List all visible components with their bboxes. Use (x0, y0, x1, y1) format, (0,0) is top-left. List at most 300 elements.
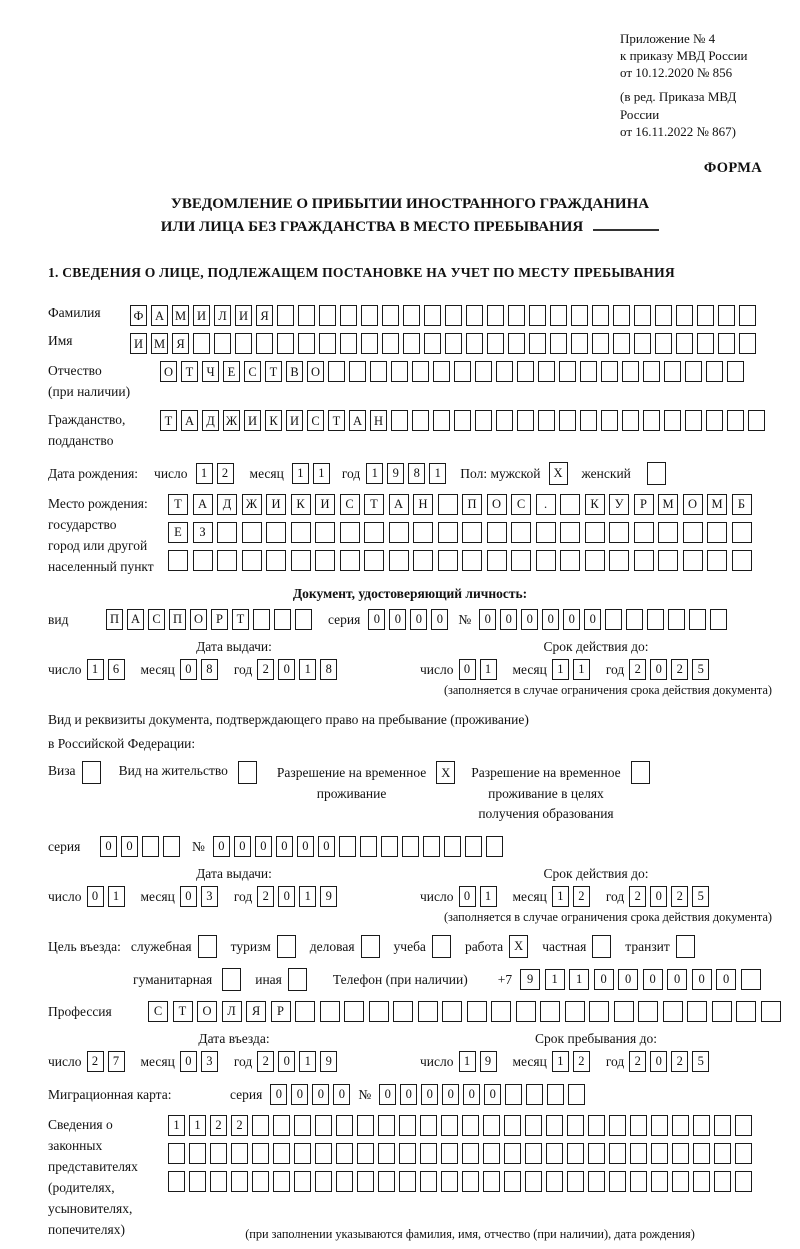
form-cell: А (127, 609, 144, 630)
form-cell (340, 333, 357, 354)
form-cell: 0 (312, 1084, 329, 1105)
form-cell (568, 1084, 585, 1105)
form-cell (256, 333, 273, 354)
form-cell (683, 550, 703, 571)
form-cell: 0 (255, 836, 272, 857)
birth-place-row (48, 494, 772, 578)
form-cell (609, 1143, 626, 1164)
identity-doc-heading: Документ, удостоверяющий личность: (292, 586, 528, 602)
form-cell (403, 333, 420, 354)
form-cell: И (315, 494, 335, 515)
entry-date-label: Дата въезда: (198, 1031, 270, 1047)
form-cell: С (244, 361, 261, 382)
birth-year-cells (366, 463, 450, 484)
form-cell (412, 361, 429, 382)
purpose-study-label: учеба (393, 938, 426, 954)
form-cell (707, 522, 727, 543)
form-cell (588, 1171, 605, 1192)
birth-place-cells-row2 (168, 522, 756, 543)
form-cell (547, 1084, 564, 1105)
form-cell (336, 1143, 353, 1164)
form-cell (420, 1143, 437, 1164)
citizenship-label: Гражданство, подданство (48, 412, 126, 449)
form-cell (630, 1171, 647, 1192)
form-cell: Т (173, 1001, 193, 1022)
form-cell: 1 (429, 463, 446, 484)
form-cell: 2 (231, 1115, 248, 1136)
doc-valid-day-cells (459, 659, 501, 680)
form-cell (496, 361, 513, 382)
male-label: мужской (490, 465, 541, 481)
form-cell: 2 (573, 1051, 590, 1072)
form-cell: Н (413, 494, 433, 515)
form-cell (295, 1001, 315, 1022)
form-cell (340, 305, 357, 326)
residence-number-cells (213, 836, 507, 857)
surname-label: Фамилия (48, 305, 101, 321)
residence-issue-col (48, 866, 420, 907)
form-cell (727, 361, 744, 382)
form-cell: 0 (521, 609, 538, 630)
form-cell (445, 305, 462, 326)
purpose-official-checkbox (198, 935, 217, 958)
form-cell (609, 550, 629, 571)
representatives-cells-row3 (168, 1171, 756, 1192)
purpose-work-label: работа (464, 938, 504, 954)
form-cell (550, 305, 567, 326)
citizenship-row (48, 410, 772, 452)
purpose-humanitarian-checkbox (222, 968, 241, 991)
form-cell: 2 (629, 886, 646, 907)
day-label: число (420, 888, 454, 904)
birth-date-label: Дата рождения: (48, 465, 139, 481)
day-label: число (48, 1053, 82, 1069)
form-cell (697, 305, 714, 326)
form-cell: 1 (552, 886, 569, 907)
form-cell (242, 550, 262, 571)
purpose-row2 (133, 968, 772, 991)
form-cell (315, 1171, 332, 1192)
purpose-business-label: деловая (309, 938, 355, 954)
form-cell (529, 333, 546, 354)
birth-place-label: Место рождения: государство город или другой населенный пункт (48, 496, 154, 574)
form-cell: А (151, 305, 168, 326)
purpose-business-checkbox (361, 935, 380, 958)
form-cell (444, 836, 461, 857)
form-cell (630, 1115, 647, 1136)
form-cell: Р (634, 494, 654, 515)
form-cell: 0 (389, 609, 406, 630)
doc-issue-month-cells (180, 659, 222, 680)
form-cell: 0 (410, 609, 427, 630)
sex-male-checkbox (549, 462, 568, 485)
form-cell (441, 1115, 458, 1136)
birth-date-row (48, 462, 772, 485)
doc-valid-month-cells (552, 659, 594, 680)
form-cell (491, 1001, 511, 1022)
form-cell (710, 609, 727, 630)
form-cell: Л (222, 1001, 242, 1022)
stay-month-cells (552, 1051, 594, 1072)
form-cell (168, 550, 188, 571)
form-cell (672, 1143, 689, 1164)
form-cell (487, 522, 507, 543)
form-cell (630, 1143, 647, 1164)
form-cell (651, 1115, 668, 1136)
doc-valid-year-cells (629, 659, 713, 680)
form-cell (748, 410, 765, 431)
form-cell: Я (172, 333, 189, 354)
form-cell (714, 1115, 731, 1136)
form-cell (567, 1143, 584, 1164)
form-cell (189, 1143, 206, 1164)
form-cell (163, 836, 180, 857)
form-cell (601, 410, 618, 431)
form-cell: 0 (479, 609, 496, 630)
issue-date-label: Дата выдачи: (196, 639, 272, 655)
form-cell: 2 (257, 1051, 274, 1072)
form-cell: О (683, 494, 703, 515)
name-cells (130, 333, 760, 354)
form-cell (273, 1171, 290, 1192)
migration-number-cells (379, 1084, 589, 1105)
annex-block (620, 30, 772, 140)
form-cell (685, 361, 702, 382)
form-cell: Р (271, 1001, 291, 1022)
form-cell: А (349, 410, 366, 431)
surname-row (48, 305, 772, 326)
form-cell (340, 522, 360, 543)
form-cell (732, 550, 752, 571)
form-cell: Д (202, 410, 219, 431)
residence-issue-year-cells (257, 886, 341, 907)
form-cell: И (130, 333, 147, 354)
form-cell: 2 (629, 1051, 646, 1072)
form-cell (567, 1171, 584, 1192)
form-cell: 0 (542, 609, 559, 630)
form-cell (538, 410, 555, 431)
form-cell (483, 1171, 500, 1192)
form-cell (357, 1143, 374, 1164)
residence-issue-day-cells (87, 886, 129, 907)
form-cell: Н (370, 410, 387, 431)
form-cell (231, 1171, 248, 1192)
entry-dates-row (48, 1031, 772, 1072)
form-cell (402, 836, 419, 857)
issue-date-label: Дата выдачи: (196, 866, 272, 882)
form-cell: 2 (573, 886, 590, 907)
form-cell (462, 1171, 479, 1192)
form-cell (546, 1115, 563, 1136)
form-cell: 1 (459, 1051, 476, 1072)
form-cell (651, 1171, 668, 1192)
form-cell: 7 (108, 1051, 125, 1072)
number-label: № (192, 838, 205, 854)
residence-valid-day-cells (459, 886, 501, 907)
form-cell (217, 522, 237, 543)
form-cell (634, 305, 651, 326)
form-cell (466, 333, 483, 354)
form-cell: 0 (421, 1084, 438, 1105)
purpose-row (48, 935, 772, 958)
year-label: год (233, 888, 253, 904)
form-cell: 0 (121, 836, 138, 857)
representatives-row (48, 1115, 772, 1249)
day-label: число (48, 888, 82, 904)
form-cell (517, 410, 534, 431)
form-cell (238, 761, 257, 784)
form-cell (655, 333, 672, 354)
form-cell (442, 1001, 462, 1022)
form-cell: 0 (442, 1084, 459, 1105)
form-cell: 1 (299, 659, 316, 680)
form-cell: 0 (180, 659, 197, 680)
form-cell (198, 935, 217, 958)
form-cell: Ф (130, 305, 147, 326)
form-cell (605, 609, 622, 630)
birth-day-cells (196, 463, 238, 484)
form-cell: 0 (459, 886, 476, 907)
form-cell: 0 (213, 836, 230, 857)
name-row (48, 333, 772, 354)
form-cell: И (266, 494, 286, 515)
form-cell (546, 1171, 563, 1192)
form-cell (560, 494, 580, 515)
form-cell (622, 361, 639, 382)
form-cell (718, 305, 735, 326)
form-cell (217, 550, 237, 571)
residence-series-cells (100, 836, 184, 857)
form-cell (403, 305, 420, 326)
migration-series-cells (270, 1084, 354, 1105)
form-cell: 2 (671, 659, 688, 680)
form-cell (647, 462, 666, 485)
birth-place-cells-row1 (168, 494, 756, 515)
residence-doc-label: Вид и реквизиты документа, подтверждающего право на пребывание (проживание) в Российской Федерации: (48, 712, 529, 751)
birth-place-cells-row3 (168, 550, 756, 571)
month-label: месяц (512, 661, 547, 677)
form-cell (445, 333, 462, 354)
form-cell (525, 1143, 542, 1164)
form-cell: Б (732, 494, 752, 515)
form-cell: 2 (217, 463, 234, 484)
patronymic-cells (160, 361, 748, 382)
form-cell: 0 (500, 609, 517, 630)
form-cell (242, 522, 262, 543)
form-cell (360, 836, 377, 857)
form-cell (319, 333, 336, 354)
form-cell (277, 305, 294, 326)
form-cell (462, 1143, 479, 1164)
temp-residence-label: Разрешение на временное проживание (276, 765, 427, 801)
form-cell (735, 1171, 752, 1192)
form-cell (565, 1001, 585, 1022)
form-cell (525, 1171, 542, 1192)
residence-series-row (48, 836, 772, 857)
form-cell (487, 333, 504, 354)
form-cell: 9 (320, 1051, 337, 1072)
form-cell: 0 (291, 1084, 308, 1105)
form-cell (222, 968, 241, 991)
month-label: месяц (512, 888, 547, 904)
form-cell: 0 (594, 969, 614, 990)
form-cell: 0 (318, 836, 335, 857)
form-cell (525, 1115, 542, 1136)
form-cell: 0 (650, 659, 667, 680)
month-label: месяц (140, 888, 175, 904)
representatives-cells-row2 (168, 1143, 756, 1164)
form-cell: 9 (320, 886, 337, 907)
form-cell: С (340, 494, 360, 515)
form-title-line1: УВЕДОМЛЕНИЕ О ПРИБЫТИИ ИНОСТРАННОГО ГРАЖДАНИНА (170, 195, 650, 212)
form-cell (393, 1001, 413, 1022)
visa-checkbox (82, 761, 101, 784)
residence-doc-options-row (48, 763, 772, 824)
day-label: число (420, 1053, 454, 1069)
form-cell (277, 935, 296, 958)
year-label: год (605, 661, 625, 677)
form-cell (298, 333, 315, 354)
section1-heading: 1. СВЕДЕНИЯ О ЛИЦЕ, ПОДЛЕЖАЩЕМ ПОСТАНОВКЕ НА УЧЕТ ПО МЕСТУ ПРЕБЫВАНИЯ (48, 265, 675, 281)
form-cell (504, 1115, 521, 1136)
form-cell: 5 (692, 1051, 709, 1072)
year-label: год (605, 888, 625, 904)
form-cell: X (436, 761, 455, 784)
form-cell (571, 305, 588, 326)
form-cell (433, 361, 450, 382)
doc-series-cells (368, 609, 452, 630)
form-cell (567, 1115, 584, 1136)
form-cell (588, 1143, 605, 1164)
form-cell: 9 (480, 1051, 497, 1072)
number-label: № (458, 611, 472, 627)
form-cell (613, 305, 630, 326)
form-cell: Я (246, 1001, 266, 1022)
form-cell: 9 (520, 969, 540, 990)
form-cell (378, 1171, 395, 1192)
form-cell: И (193, 305, 210, 326)
form-cell (707, 550, 727, 571)
form-cell: 0 (563, 609, 580, 630)
form-cell (378, 1115, 395, 1136)
form-cell: 0 (180, 1051, 197, 1072)
form-cell (193, 550, 213, 571)
sex-label: Пол: мужской (460, 465, 541, 481)
form-cell (235, 333, 252, 354)
form-cell: 0 (270, 1084, 287, 1105)
doc-issue-day-cells (87, 659, 129, 680)
blank-underline (593, 229, 659, 231)
form-cell (252, 1171, 269, 1192)
form-cell (714, 1143, 731, 1164)
form-cell (253, 609, 270, 630)
form-cell: С (511, 494, 531, 515)
form-cell: 0 (278, 659, 295, 680)
form-cell (638, 1001, 658, 1022)
purpose-tourism-checkbox (277, 935, 296, 958)
form-cell (663, 1001, 683, 1022)
form-cell (504, 1143, 521, 1164)
form-cell: В (286, 361, 303, 382)
form-cell: 2 (671, 1051, 688, 1072)
form-cell (706, 361, 723, 382)
form-cell (294, 1171, 311, 1192)
temp-residence-edu-label: Разрешение на временное проживание в целях получения образования (471, 765, 621, 821)
form-label: ФОРМА (703, 159, 762, 176)
residence-valid-year-cells (629, 886, 713, 907)
form-cell (613, 333, 630, 354)
form-cell (536, 550, 556, 571)
form-cell (714, 1171, 731, 1192)
amendment-line: от 16.11.2022 № 867) (620, 123, 737, 139)
birth-month-cells (292, 463, 334, 484)
form-cell (357, 1115, 374, 1136)
form-cell: 0 (643, 969, 663, 990)
form-cell: 3 (201, 1051, 218, 1072)
form-cell: Д (217, 494, 237, 515)
month-label: месяц (140, 1053, 175, 1069)
form-cell (529, 305, 546, 326)
form-cell (475, 361, 492, 382)
form-cell: 5 (692, 659, 709, 680)
form-cell (370, 361, 387, 382)
form-cell: К (291, 494, 311, 515)
form-cell: 0 (333, 1084, 350, 1105)
doc-kind-label: вид (48, 611, 69, 627)
form-cell (315, 522, 335, 543)
form-cell (643, 361, 660, 382)
form-cell (634, 522, 654, 543)
form-cell (288, 968, 307, 991)
form-cell (399, 1171, 416, 1192)
form-cell: 0 (667, 969, 687, 990)
form-cell: 0 (650, 886, 667, 907)
form-cell: 1 (299, 886, 316, 907)
form-cell (676, 305, 693, 326)
form-cell (349, 361, 366, 382)
form-cell: Т (364, 494, 384, 515)
form-cell: 1 (569, 969, 589, 990)
form-cell (344, 1001, 364, 1022)
form-cell: 2 (257, 886, 274, 907)
form-cell: Е (223, 361, 240, 382)
form-cell (315, 1143, 332, 1164)
form-cell: . (536, 494, 556, 515)
form-cell (560, 550, 580, 571)
form-cell (210, 1143, 227, 1164)
form-cell: Ж (242, 494, 262, 515)
form-cell (739, 333, 756, 354)
purpose-humanitarian-label: гуманитарная (133, 971, 213, 987)
residence-permit-label: Вид на жительство (118, 763, 228, 779)
form-cell (336, 1171, 353, 1192)
form-cell (517, 361, 534, 382)
form-cell (643, 410, 660, 431)
form-cell (424, 333, 441, 354)
form-cell (634, 550, 654, 571)
form-cell (364, 550, 384, 571)
form-cell: 0 (484, 1084, 501, 1105)
form-cell: М (172, 305, 189, 326)
form-title-line2: ИЛИ ЛИЦА БЕЗ ГРАЖДАНСТВА В МЕСТО ПРЕБЫВАНИЯ (48, 216, 772, 239)
form-cell: 1 (189, 1115, 206, 1136)
purpose-work-checkbox (509, 935, 528, 958)
form-cell (588, 1115, 605, 1136)
sex-female-checkbox (647, 462, 666, 485)
form-cell (391, 410, 408, 431)
form-cell: 5 (692, 886, 709, 907)
form-cell (320, 1001, 340, 1022)
